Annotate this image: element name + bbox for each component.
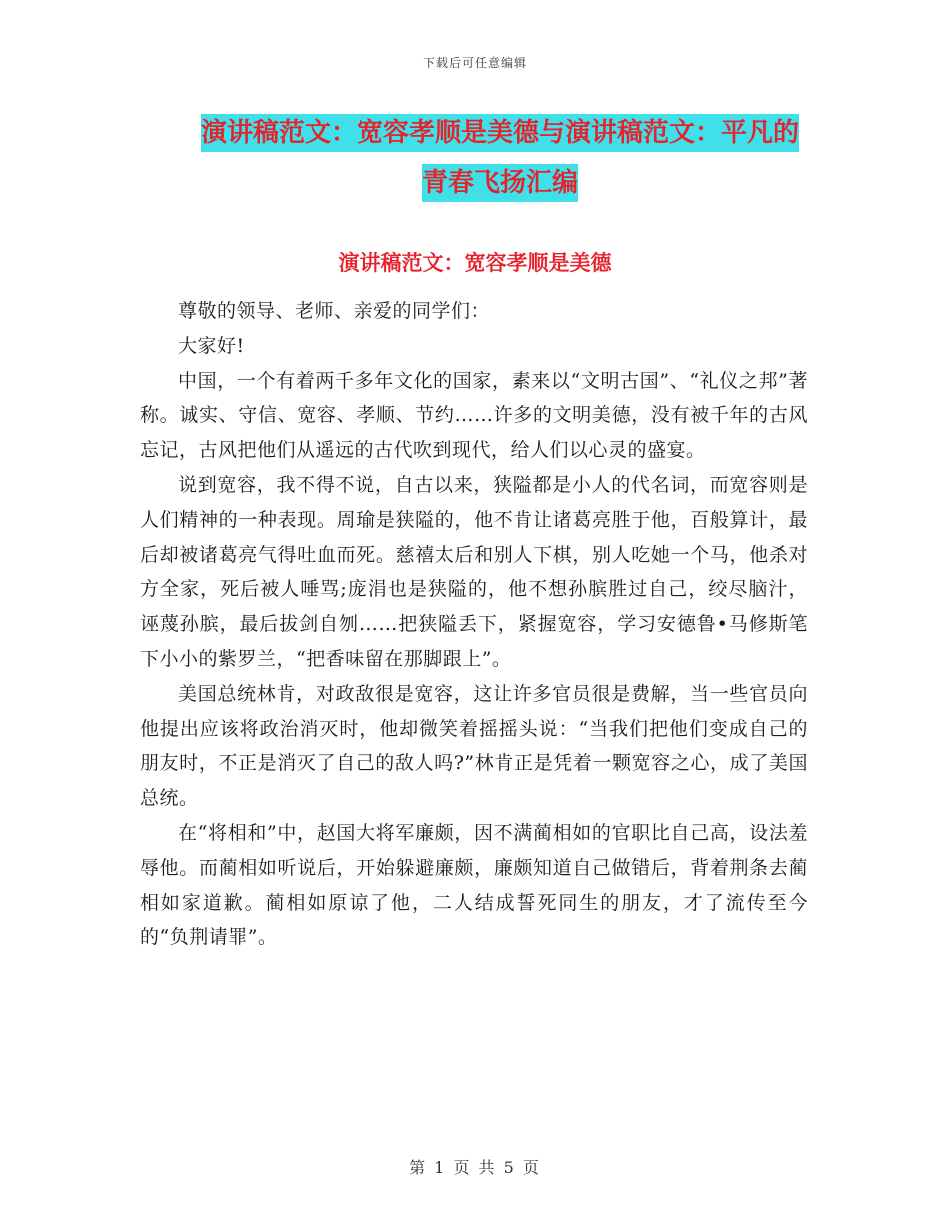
document-body xyxy=(140,294,808,955)
paragraph: 说到宽容，我不得不说，自古以来，狭隘都是小人的代名词，而宽容则是人们精神的一种表现。周瑜是狭隘的，他不肯让诸葛亮胜于他，百般算计，最后却被诸葛亮气得吐血而死。慈禧太后和别人下棋，别人吃她一个马，他杀对方全家，死后被人唾骂;庞涓也是狭隘的，他不想孙膑胜过自己，绞尽脑汁，诬蔑孙膑，最后拔剑自刎……把狭隘丢下，紧握宽容，学习安德鲁•马修斯笔下小小的紫罗兰，“把香味留在那脚跟上”。 xyxy=(140,473,808,670)
section-title: 演讲稿范文：宽容孝顺是美德 xyxy=(338,251,612,275)
header-note: 下载后可任意编辑 xyxy=(422,56,527,70)
paragraph: 在“将相和”中，赵国大将军廉颇，因不满蔺相如的官职比自己高，设法羞辱他。而蔺相如听说后，开始躲避廉颇，廉颇知道自己做错后，背着荆条去蔺相如家道歉。蔺相如原谅了他，二人结成誓死同生的朋友，才了流传至今的“负荆请罪”。 xyxy=(140,821,808,949)
document-title xyxy=(190,108,810,208)
document-title-text: 演讲稿范文：宽容孝顺是美德与演讲稿范文：平凡的青春飞扬汇编 xyxy=(201,114,799,202)
page-number: 第 1 页 共 5 页 xyxy=(409,1158,541,1177)
paragraph-greeting: 尊敬的领导、老师、亲爱的同学们： xyxy=(178,300,491,322)
paragraph-hello: 大家好! xyxy=(178,334,245,357)
paragraph: 中国，一个有着两千多年文化的国家，素来以“文明古国”、“礼仪之邦”著称。诚实、守信、宽容、孝顺、节约……许多的文明美德，没有被千年的古风忘记，古风把他们从遥远的古代吹到现代，给人们以心灵的盛宴。 xyxy=(140,369,808,462)
paragraph: 美国总统林肯，对政敌很是宽容，这让许多官员很是费解，当一些官员向他提出应该将政治消灭时，他却微笑着摇摇头说：“当我们把他们变成自己的朋友时，不正是消灭了自己的敌人吗?”林肯正是凭着一颗宽容之心，成了美国总统。 xyxy=(140,682,808,810)
